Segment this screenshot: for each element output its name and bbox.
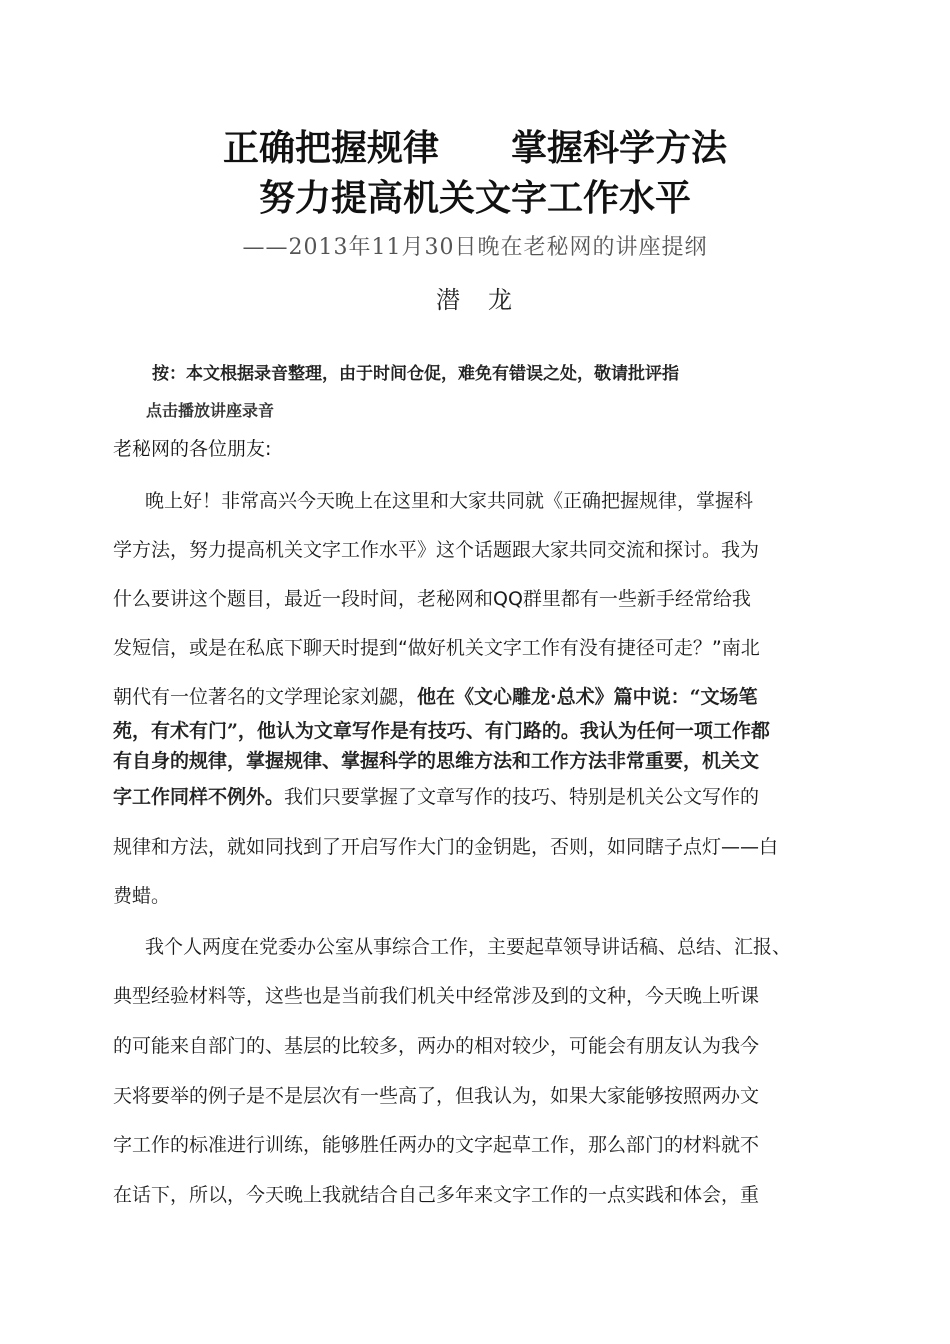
paragraph-1-line-3: 什么要讲这个题目，最近一段时间，老秘网和QQ群里都有一些新手经常给我 bbox=[113, 588, 751, 610]
paragraph-1-line-7: 有自身的规律，掌握规律、掌握科学的思维方法和工作方法非常重要，机关文 bbox=[113, 750, 760, 772]
paragraph-1-line-9: 规律和方法，就如同找到了开启写作大门的金钥匙，否则，如同瞎子点灯——白 bbox=[113, 836, 779, 858]
play-lecture-audio-link[interactable]: 点击播放讲座录音 bbox=[146, 401, 275, 420]
paragraph-1-line-8-part-b: 我们只要掌握了文章写作的技巧、特别是机关公文写作的 bbox=[284, 786, 760, 808]
paragraph-1-line-1: 晚上好！非常高兴今天晚上在这里和大家共同就《正确把握规律，掌握科 bbox=[145, 490, 754, 512]
paragraph-1-line-8 bbox=[113, 782, 853, 812]
paragraph-1-line-4: 发短信，或是在私底下聊天时提到“做好机关文字工作有没有捷径可走？”南北 bbox=[113, 637, 760, 659]
paragraph-2-line-1: 我个人两度在党委办公室从事综合工作，主要起草领导讲话稿、总结、汇报、 bbox=[145, 936, 792, 958]
paragraph-1-line-8-part-a: 字工作同样不例外。 bbox=[113, 786, 285, 808]
editor-note: 按：本文根据录音整理，由于时间仓促，难免有错误之处，敬请批评指 bbox=[152, 364, 679, 384]
paragraph-2-line-4: 天将要举的例子是不是层次有一些高了，但我认为，如果大家能够按照两办文 bbox=[113, 1085, 760, 1107]
paragraph-1-line-5 bbox=[113, 682, 853, 712]
paragraph-2-line-5: 字工作的标准进行训练，能够胜任两办的文字起草工作，那么部门的材料就不 bbox=[113, 1134, 760, 1156]
paragraph-2-line-6: 在话下，所以，今天晚上我就结合自己多年来文字工作的一点实践和体会，重 bbox=[113, 1184, 760, 1206]
document-author: 潜 龙 bbox=[436, 286, 514, 314]
document-subtitle: ——2013年11月30日晚在老秘网的讲座提纲 bbox=[242, 235, 708, 260]
paragraph-1-line-5-quote: 他在《文心雕龙·总术》篇中说：“文场笔 bbox=[417, 686, 758, 708]
paragraph-1-line-6: 苑，有术有门”，他认为文章写作是有技巧、有门路的。我认为任何一项工作都 bbox=[113, 720, 770, 742]
paragraph-2-line-3: 的可能来自部门的、基层的比较多，两办的相对较少，可能会有朋友认为我今 bbox=[113, 1035, 760, 1057]
paragraph-1-line-2: 学方法，努力提高机关文字工作水平》这个话题跟大家共同交流和探讨。我为 bbox=[113, 539, 760, 561]
paragraph-1-line-10: 费蜡。 bbox=[113, 885, 171, 907]
document-title-line-1: 正确把握规律 掌握科学方法 bbox=[222, 127, 727, 169]
paragraph-1-line-5-part-a: 朝代有一位著名的文学理论家刘勰， bbox=[113, 686, 418, 708]
greeting: 老秘网的各位朋友: bbox=[113, 438, 272, 460]
paragraph-2-line-2: 典型经验材料等，这些也是当前我们机关中经常涉及到的文种，今天晚上听课 bbox=[113, 985, 760, 1007]
document-title-line-2: 努力提高机关文字工作水平 bbox=[258, 177, 691, 219]
